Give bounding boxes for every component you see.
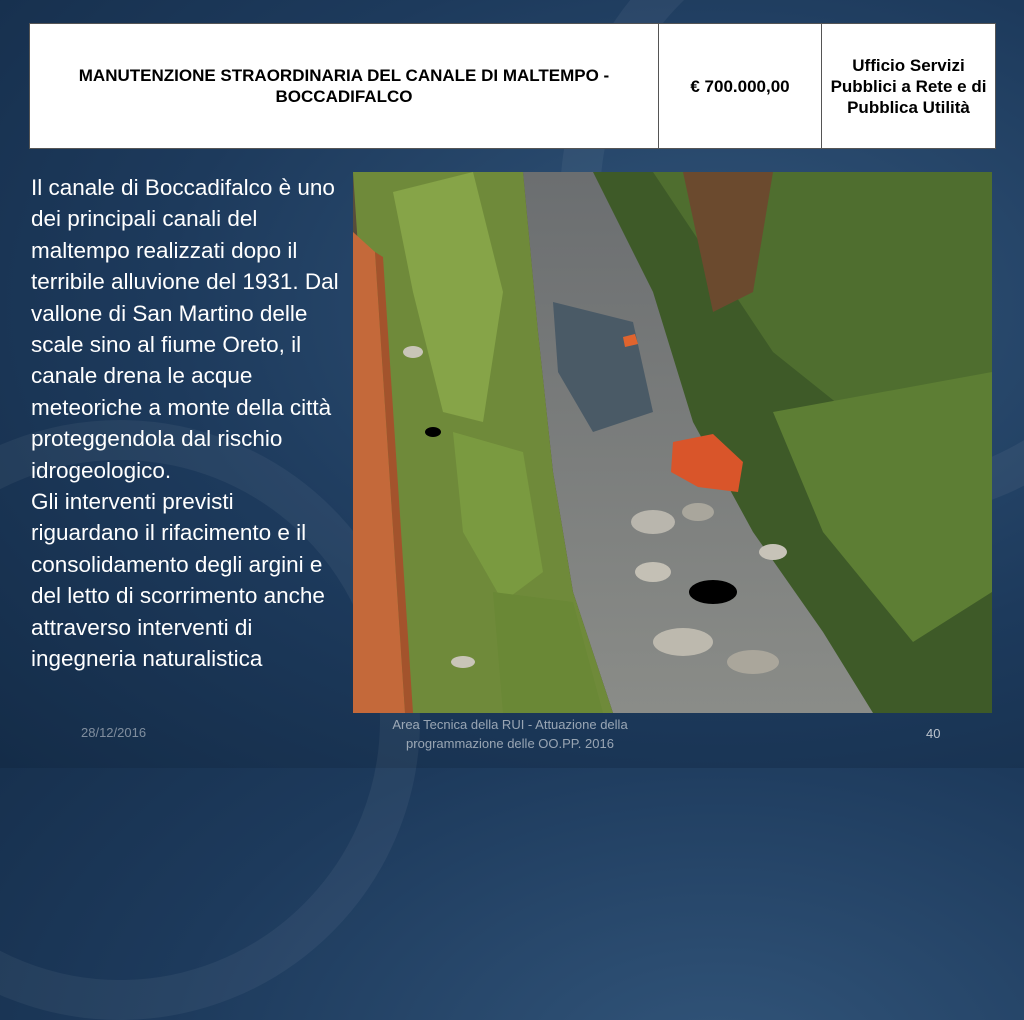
footer-caption: Area Tecnica della RUI - Attuazione della programmazione delle OO.PP. 2016 bbox=[392, 717, 628, 751]
canal-photo bbox=[353, 172, 992, 713]
description-text: Il canale di Boccadifalco è uno dei principali canali del maltempo realizzati dopo il terribile alluvione del 1931. Dal vallone di San Martino delle scale sino al fiume Oreto, il canale drena le acque meteoriche a monte della città proteggendola dal rischio idrogeologico. Gli interventi previsti riguardano il rifacimento e il consolidamento degli argini e del letto di scorrimento anche attraverso interventi di ingegneria naturalistica bbox=[31, 175, 339, 672]
page-number: 40 bbox=[926, 726, 941, 741]
footer-date: 28/12/2016 bbox=[81, 725, 147, 740]
canal-photo-svg bbox=[353, 172, 992, 713]
header-table bbox=[29, 23, 996, 149]
responsible-office: Ufficio Servizi Pubblici a Rete e di Pubblica Utilità bbox=[822, 24, 996, 149]
project-amount: € 700.000,00 bbox=[659, 24, 822, 149]
project-title: MANUTENZIONE STRAORDINARIA DEL CANALE DI MALTEMPO - BOCCADIFALCO bbox=[30, 24, 659, 149]
